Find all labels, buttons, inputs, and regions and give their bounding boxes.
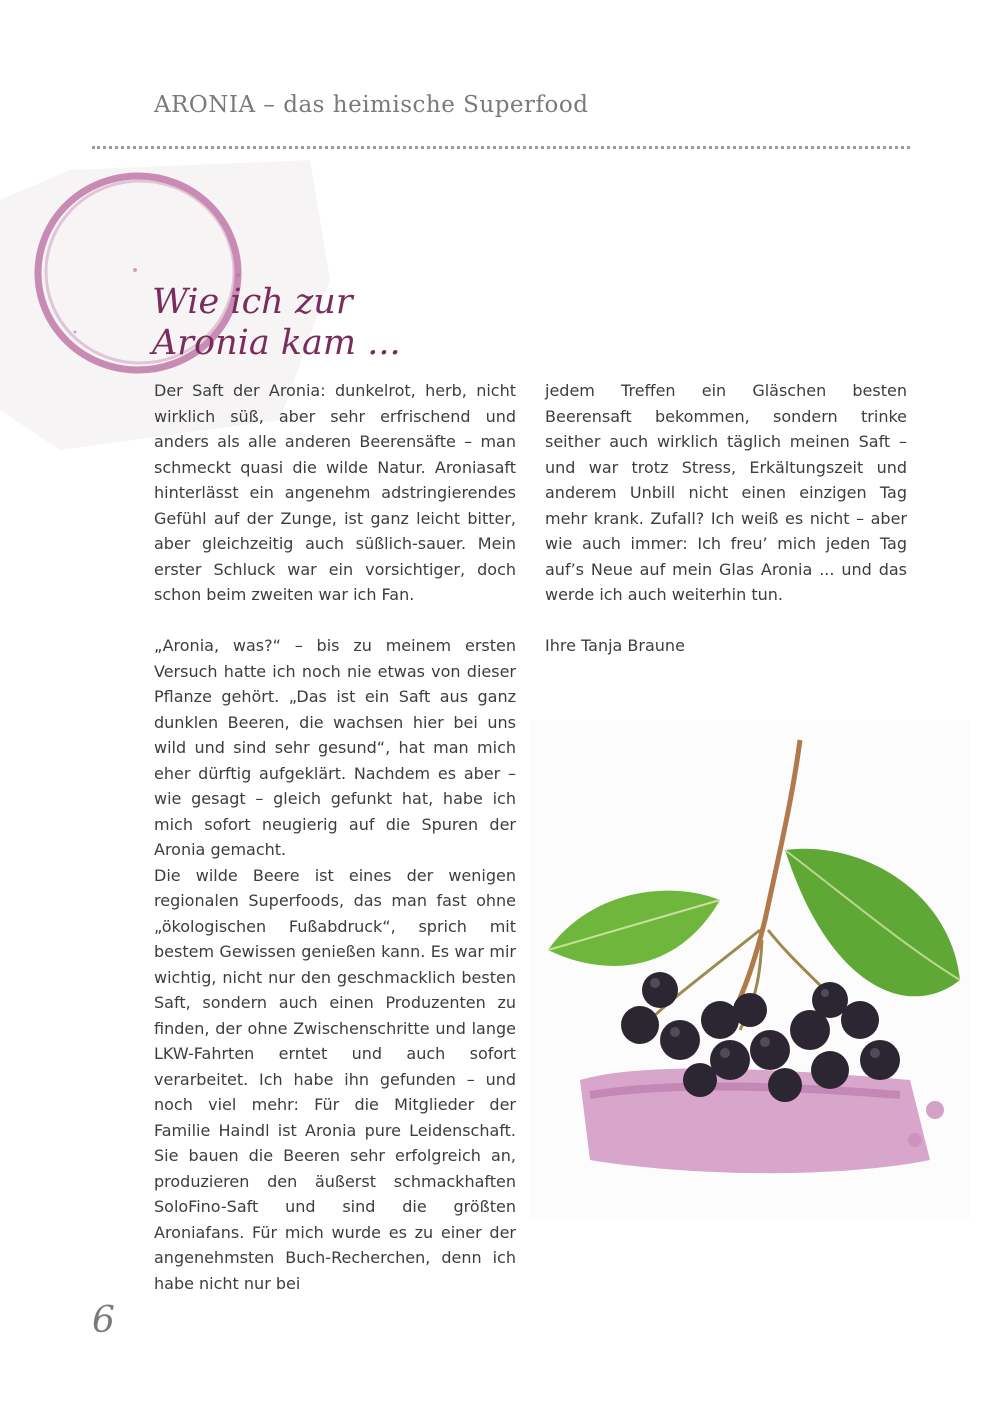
headline-line-2: Aronia kam ...	[152, 323, 401, 363]
running-header: ARONIA – das heimische Superfood	[154, 92, 589, 118]
paragraph-continuation: jedem Treffen ein Gläschen besten Beerensaft bekommen, sondern trinke seither auch wirklich täglich meinen Saft – und war trotz Stress, Erkältungszeit und anderem Unbill nicht einen einzigen Tag mehr krank. Zufall? Ich weiß es nicht – aber wie auch immer: Ich freu’ mich jeden Tag auf’s Neue auf mein Glas Aronia ... und das werde ich auch weiterhin tun.	[545, 381, 907, 604]
paragraph-superfood: Die wilde Beere ist eines der wenigen regionalen Superfoods, das man fast ohne „ökologischen Fußabdruck“, sprich mit bestem Gewissen genießen kann. Es war mir wichtig, nicht nur den geschmacklich besten Saft, sondern auch einen Produzenten zu finden, der ohne Zwischenschritte und lange LKW-Fahrten erntet und auch sofort verarbeitet. Ich habe ihn gefunden – und noch viel mehr: Für die Mitglieder der Familie Haindl ist Aronia pure Leidenschaft. Sie bauen die Beeren sehr erfolgreich an, produzieren den äußerst schmackhaften SoloFino-Saft und sind die größten Aroniafans. Für mich wurde es zu einer der angenehmsten Buch-Recherchen, denn ich habe nicht nur bei	[154, 865, 516, 1293]
right-text-column	[545, 378, 907, 659]
paragraph-first-encounter: „Aronia, was?“ – bis zu meinem ersten Versuch hatte ich noch nie etwas von dieser Pflanze gehört. „Das ist ein Saft aus ganz dunklen Beeren, die wachsen hier bei uns wild und sind sehr gesund“, hat man mich eher dürftig aufgeklärt. Nachdem es aber – wie gesagt – gleich gefunkt hat, habe ich mich sofort neugierig auf die Spuren der Aronia gemacht.	[154, 636, 516, 859]
header-divider	[92, 146, 910, 149]
author-signature: Ihre Tanja Braune	[545, 636, 685, 655]
page-number: 6	[92, 1300, 115, 1341]
headline-line-1: Wie ich zur	[152, 282, 353, 322]
article-headline	[152, 282, 401, 364]
aronia-berries-photo	[530, 720, 970, 1220]
left-text-column	[154, 378, 516, 1296]
paragraph-intro: Der Saft der Aronia: dunkelrot, herb, nicht wirklich süß, aber sehr erfrischend und anders als alle anderen Beerensäfte – man schmeckt quasi die wilde Natur. Aroniasaft hinterlässt ein angenehm adstringierendes Gefühl auf der Zunge, ist ganz leicht bitter, aber gleichzeitig auch süßlich-sauer. Mein erster Schluck war ein vorsichtiger, doch schon beim zweiten war ich Fan.	[154, 381, 516, 604]
